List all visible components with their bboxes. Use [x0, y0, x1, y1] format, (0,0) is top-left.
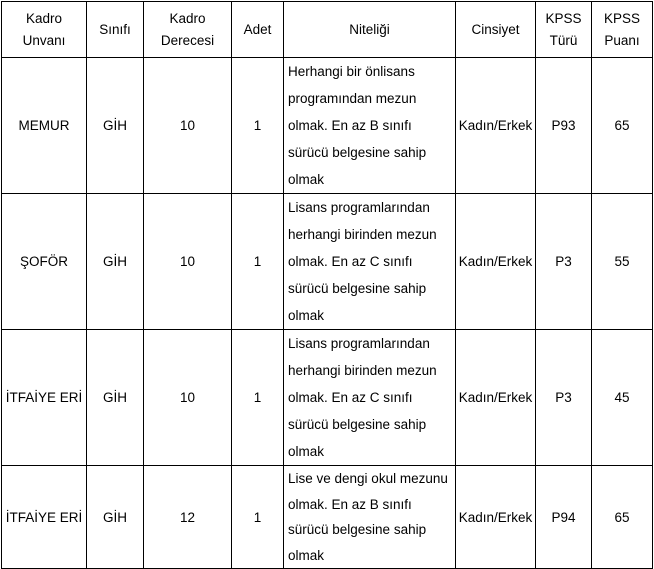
cell-sinifi: GİH [87, 466, 144, 569]
cell-cinsiyet: Kadın/Erkek [456, 194, 536, 330]
cell-adet: 1 [232, 330, 284, 466]
cell-kpss-turu: P3 [536, 330, 592, 466]
cell-adet: 1 [232, 58, 284, 194]
cell-adet: 1 [232, 466, 284, 569]
header-niteligi: Niteliği [284, 2, 456, 58]
cell-unvan: MEMUR [2, 58, 87, 194]
cell-sinifi: GİH [87, 194, 144, 330]
cell-derece: 10 [144, 194, 232, 330]
cell-kpss-puani: 65 [592, 58, 653, 194]
table-row [2, 58, 653, 194]
header-kpss-puani-line1: KPSS [603, 10, 641, 26]
header-sinifi: Sınıfı [87, 2, 144, 58]
table-row [2, 194, 653, 330]
header-cinsiyet: Cinsiyet [456, 2, 536, 58]
header-kadro-unvani [2, 2, 87, 58]
cell-cinsiyet: Kadın/Erkek [456, 58, 536, 194]
header-kadro-derecesi-line2: Derecesi [160, 32, 215, 48]
cell-derece: 10 [144, 58, 232, 194]
cell-derece: 12 [144, 466, 232, 569]
cell-cinsiyet: Kadın/Erkek [456, 466, 536, 569]
cell-unvan: İTFAİYE ERİ [2, 330, 87, 466]
header-kadro-derecesi-line1: Kadro [169, 10, 206, 26]
header-kadro-unvani-line2: Unvanı [22, 32, 66, 48]
header-kadro-unvani-line1: Kadro [25, 10, 63, 26]
cell-unvan: ŞOFÖR [2, 194, 87, 330]
header-kpss-puani [592, 2, 653, 58]
cell-kpss-turu: P94 [536, 466, 592, 569]
header-row [2, 2, 653, 58]
cell-kpss-puani: 55 [592, 194, 653, 330]
cell-sinifi: GİH [87, 58, 144, 194]
cell-derece: 10 [144, 330, 232, 466]
cell-kpss-turu: P3 [536, 194, 592, 330]
cell-cinsiyet: Kadın/Erkek [456, 330, 536, 466]
kadro-table [1, 1, 653, 569]
header-kpss-puani-line2: Puanı [604, 32, 640, 48]
cell-kpss-turu: P93 [536, 58, 592, 194]
cell-unvan: İTFAİYE ERİ [2, 466, 87, 569]
cell-nitelik: Lisans programlarından herhangi birinden mezun olmak. En az C sınıfı sürücü belgesine sahip olmak [284, 330, 456, 466]
cell-nitelik: Herhangi bir önlisans programından mezun olmak. En az B sınıfı sürücü belgesine sahip olmak [284, 58, 456, 194]
cell-nitelik: Lisans programlarından herhangi birinden mezun olmak. En az C sınıfı sürücü belgesine sahip olmak [284, 194, 456, 330]
table-row [2, 466, 653, 569]
header-kpss-turu [536, 2, 592, 58]
cell-adet: 1 [232, 194, 284, 330]
cell-kpss-puani: 65 [592, 466, 653, 569]
cell-kpss-puani: 45 [592, 330, 653, 466]
cell-sinifi: GİH [87, 330, 144, 466]
header-kadro-derecesi [144, 2, 232, 58]
cell-nitelik: Lise ve dengi okul mezunu olmak. En az B sınıfı sürücü belgesine sahip olmak [284, 466, 456, 569]
header-kpss-turu-line1: KPSS [545, 10, 582, 26]
header-kpss-turu-line2: Türü [549, 32, 578, 48]
table-row [2, 330, 653, 466]
header-adet: Adet [232, 2, 284, 58]
